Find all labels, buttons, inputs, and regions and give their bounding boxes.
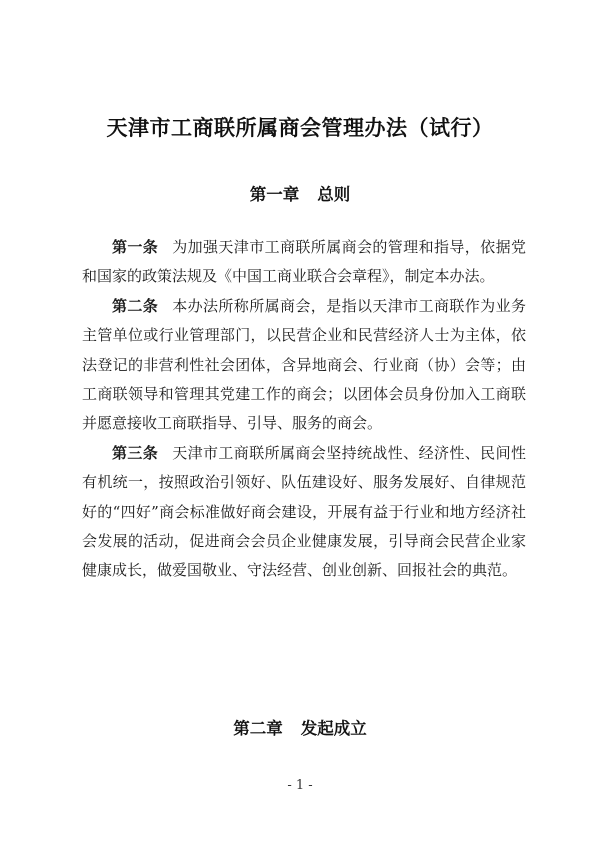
document-body <box>82 233 526 586</box>
article-number: 第二条 <box>112 296 159 315</box>
article-number: 第一条 <box>112 238 159 256</box>
chapter-name: 发起成立 <box>300 719 367 738</box>
article-text: 天津市工商联所属商会坚持统战性、经济性、民间性有机统一，按照政治引领好、队伍建设好、服务发展好、自律规范好的“四好”商会标准做好商会建设，开展有益于行业和地方经济社会发展的活动，促进商会会员企业健康发展，引导商会民营企业家健康成长，做爱国敬业、守法经营、创业创新、回报社会的典范。 <box>82 443 526 580</box>
article-text: 为加强天津市工商联所属商会的管理和指导，依据党和国家的政策法规及《中国工商业联合会章程》，制定本办法。 <box>82 238 526 286</box>
document-title: 天津市工商联所属商会管理办法（试行） <box>106 116 494 140</box>
chapter-number: 第二章 <box>233 719 283 738</box>
chapter-heading-2 <box>0 715 600 739</box>
article-1 <box>82 233 526 292</box>
article-number: 第三条 <box>112 443 159 462</box>
article-3 <box>82 439 526 586</box>
article-text: 本办法所称所属商会，是指以天津市工商联作为业务主管单位或行业管理部门，以民营企业和民营经济人士为主体，依法登记的非营利性社会团体，含异地商会、行业商（协）会等；由工商联领导和管理其党建工作的商会；以团体会员身份加入工商联并愿意接收工商联指导、引导、服务的商会。 <box>82 296 526 433</box>
article-2 <box>82 292 526 439</box>
chapter-name: 总则 <box>317 185 351 204</box>
page-number: - 1 - <box>287 778 313 793</box>
chapter-heading-1 <box>0 181 600 205</box>
chapter-number: 第一章 <box>249 185 300 204</box>
